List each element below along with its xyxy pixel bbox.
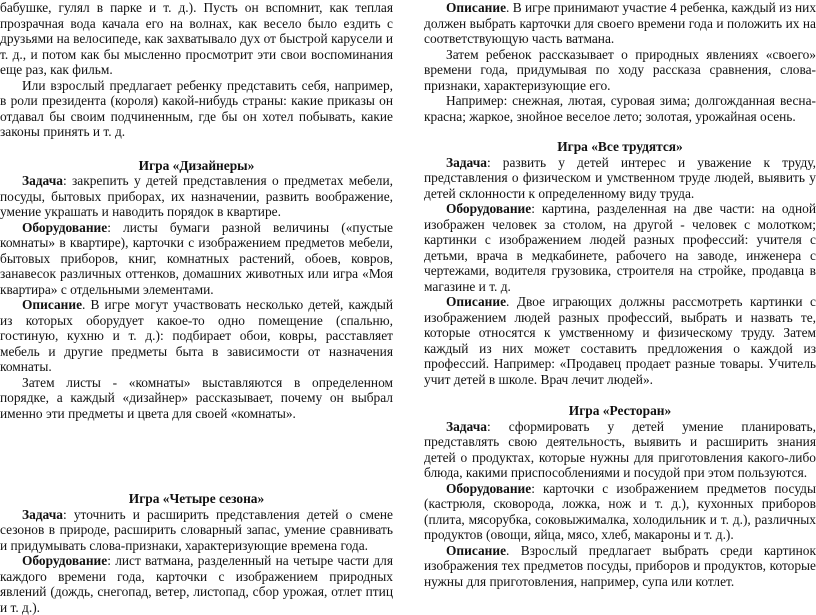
equipment-text: : лист ватмана, разделенный на четыре части для каждого времени года, карточки с изображением природных явлений (дождь, снегопад, ветер, листопад, сбор урожая, отлет птиц и т. д.). — [0, 553, 393, 615]
description-text: . Взрослый предлагает выбрать среди картинок изображения тех предметов посуды, приборов и продуктов, которые нужны для приготовления, например, супа или котлет. — [424, 542, 816, 589]
paragraph: бабушке, гулял в парке и т. д.). Пусть он вспомнит, как теплая прозрачная вода качала его на волнах, как весело было ездить с друзьями на велосипеде, как захватывало дух от быстрой карусели и т. д., и потом как бы мысленно просмотрит эти свои воспоминания еще раз, как фильм. — [0, 0, 393, 77]
description-label: Описание — [22, 297, 83, 312]
description-text: . Двое играющих должны рассмотреть картинки с изображением людей разных профессий, выбрать и назвать те, которые относятся к умственному и физическому труду. Затем каждый из них может составить предложения о каждой из профессий. Например: «Продавец продает разные товары. Учитель учит детей в школе. Врач лечит людей». — [424, 294, 816, 387]
equipment-label: Оборудование — [446, 480, 532, 496]
task-text: : уточнить и расширить представления детей о смене сезонов в природе, расширить словарный запас, умение сравнивать и придумывать слова-признаки, характеризующие времена года. — [0, 506, 393, 553]
description-label: Описание — [446, 294, 507, 309]
description-label: Описание — [446, 542, 507, 558]
task-paragraph — [0, 507, 393, 554]
task-label: Задача — [446, 154, 487, 170]
equipment-label: Оборудование — [22, 553, 108, 568]
game-title-restaurant: Игра «Ресторан» — [568, 403, 672, 418]
task-text: : закрепить у детей представления о предметах мебели, посуды, бытовых приборах, их назначении, развить воображение, умение украшать и наводить порядок в квартире. — [0, 173, 393, 219]
description-label: Описание — [446, 0, 507, 15]
game-title-four-seasons: Игра «Четыре сезона» — [128, 491, 265, 506]
description-paragraph — [424, 0, 816, 47]
right-column — [424, 0, 816, 589]
task-paragraph — [424, 419, 816, 481]
paragraph: Затем листы - «комнаты» выставляются в определенном порядке, а каждый «дизайнер» рассказывает, почему он выбрал именно эти предметы и цвета для своей «комнаты». — [0, 374, 393, 421]
paragraph: Например: снежная, лютая, суровая зима; долгожданная весна-красна; жаркое, знойное веселое лето; золотая, урожайная осень. — [424, 93, 816, 124]
description-text: . В игре могут участвовать несколько детей, каждый из которых оборудует какое-то одно помещение (спальню, гостиную, кухню и т. д.): подбирает обои, ковры, расставляет мебель и другие предметы быта в зависимости от назначения комнаты. — [0, 297, 393, 374]
game-title-all-work: Игра «Все трудятся» — [557, 139, 683, 154]
task-label: Задача — [22, 506, 63, 522]
task-text: : развить у детей интерес и уважение к труду, представления о физическом и умственном труде людей, выявить у детей склонности к определенному виду труда. — [424, 154, 816, 201]
task-label: Задача — [22, 173, 63, 188]
equipment-paragraph — [424, 201, 816, 294]
task-paragraph — [424, 155, 816, 202]
equipment-text: : картина, разделенная на две части: на одной изображен человек за столом, на другой - человек с молотком; картинки с изображением людей разных профессий: учителя с детьми, врача в медкабинете, рабочего на заводе, инженера с чертежами, водителя грузовика, строителя на стройке, продавца в магазине и т. д. — [424, 201, 816, 294]
equipment-text: : карточки с изображением предметов посуды (кастрюля, сковорода, ложка, нож и т. д.), кухонных приборов (плита, мясорубка, соковыжималка, холодильник и т. д.), различных продуктов (овощи, яйца, мясо, хлеб, макароны и т. д.). — [424, 480, 816, 542]
task-text: : сформировать у детей умение планировать, представлять свою деятельность, выявить и расширить знания детей о продуктах, которые нужны для приготовления какого-либо блюда, какими приспособлениями и посудой при этом пользуются. — [424, 418, 816, 480]
equipment-label: Оборудование — [446, 201, 532, 216]
description-paragraph — [0, 297, 393, 375]
equipment-label: Оборудование — [22, 219, 108, 235]
description-paragraph — [424, 543, 816, 590]
paragraph: Или взрослый предлагает ребенку представить себя, например, в роли президента (короля) какой-нибудь страны: какие приказы он отдавал бы своим подчиненным, где бы он хотел побывать, какие законы принять и т. д. — [0, 77, 393, 139]
description-text: . В игре принимают участие 4 ребенка, каждый из них должен выбрать карточки для своего времени года и положить их на соответствующую часть ватмана. — [424, 0, 816, 46]
equipment-paragraph — [0, 553, 393, 615]
description-paragraph — [424, 294, 816, 387]
left-column — [0, 0, 393, 615]
game-title-designers: Игра «Дизайнеры» — [138, 157, 255, 173]
paragraph: Затем ребенок рассказывает о природных явлениях «своего» времени года, придумывая по ходу рассказа сравнения, слова-признаки, характеризующие его. — [424, 46, 816, 93]
equipment-paragraph — [0, 220, 393, 298]
task-label: Задача — [446, 418, 487, 434]
equipment-paragraph — [424, 481, 816, 543]
task-paragraph — [0, 173, 393, 220]
equipment-text: : листы бумаги разной величины («пустые комнаты» в квартире), карточки с изображением предметов мебели, бытовых приборов, книг, комнатных растений, обоев, ковров, занавесок различных оттенков, домашних животных или игра «Моя квартира» с отдельными элементами. — [0, 219, 393, 297]
